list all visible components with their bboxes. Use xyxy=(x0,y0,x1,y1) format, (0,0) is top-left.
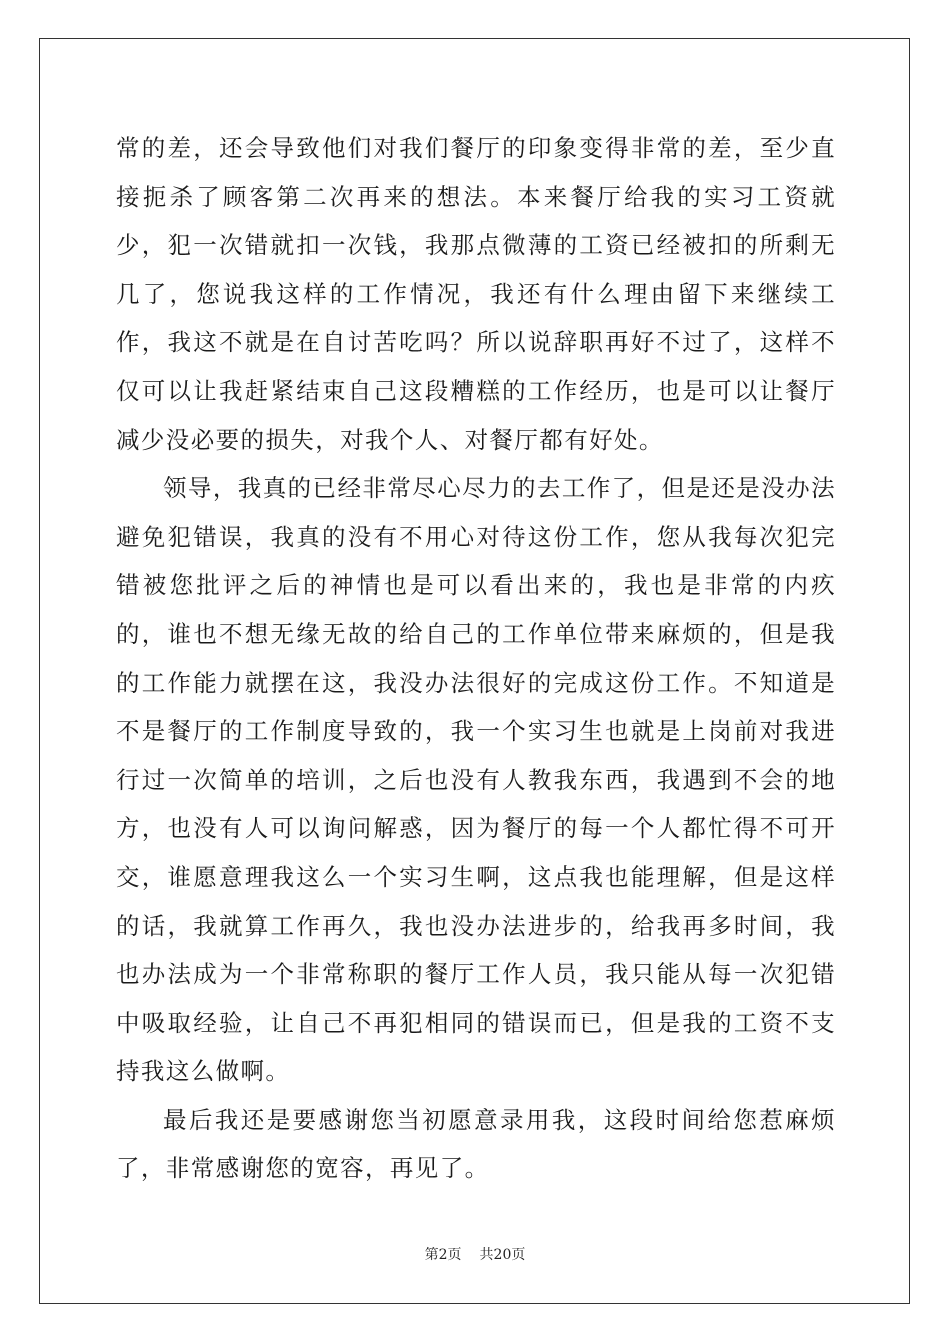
page-footer xyxy=(0,1244,950,1264)
paragraph-1: 常的差，还会导致他们对我们餐厅的印象变得非常的差，至少直接扼杀了顾客第二次再来的想法。本来餐厅给我的实习工资就少，犯一次错就扣一次钱，我那点微薄的工资已经被扣的所剩无几了，您说我这样的工作情况，我还有什么理由留下来继续工作，我这不就是在自讨苦吃吗？所以说辞职再好不过了，这样不仅可以让我赶紧结束自己这段糟糕的工作经历，也是可以让餐厅减少没必要的损失，对我个人、对餐厅都有好处。 xyxy=(116,134,836,454)
page-number: 第2页 xyxy=(424,1247,462,1263)
paragraph-3: 最后我还是要感谢您当初愿意录用我，这段时间给您惹麻烦了，非常感谢您的宽容，再见了。 xyxy=(116,1105,836,1183)
page-total: 共20页 xyxy=(479,1247,526,1263)
paragraph-2: 领导，我真的已经非常尽心尽力的去工作了，但是还是没办法避免犯错误，我真的没有不用心对待这份工作，您从我每次犯完错被您批评之后的神情也是可以看出来的，我也是非常的内疚的，谁也不想无缘无故的给自己的工作单位带来麻烦的，但是我的工作能力就摆在这，我没办法很好的完成这份工作。不知道是不是餐厅的工作制度导致的，我一个实习生也就是上岗前对我进行过一次简单的培训，之后也没有人教我东西，我遇到不会的地方，也没有人可以询问解惑，因为餐厅的每一个人都忙得不可开交，谁愿意理我这么一个实习生啊，这点我也能理解，但是这样的话，我就算工作再久，我也没办法进步的，给我再多时间，我也办法成为一个非常称职的餐厅工作人员，我只能从每一次犯错中吸取经验，让自己不再犯相同的错误而已，但是我的工资不支持我这么做啊。 xyxy=(116,474,836,1086)
document-body xyxy=(116,124,836,1193)
